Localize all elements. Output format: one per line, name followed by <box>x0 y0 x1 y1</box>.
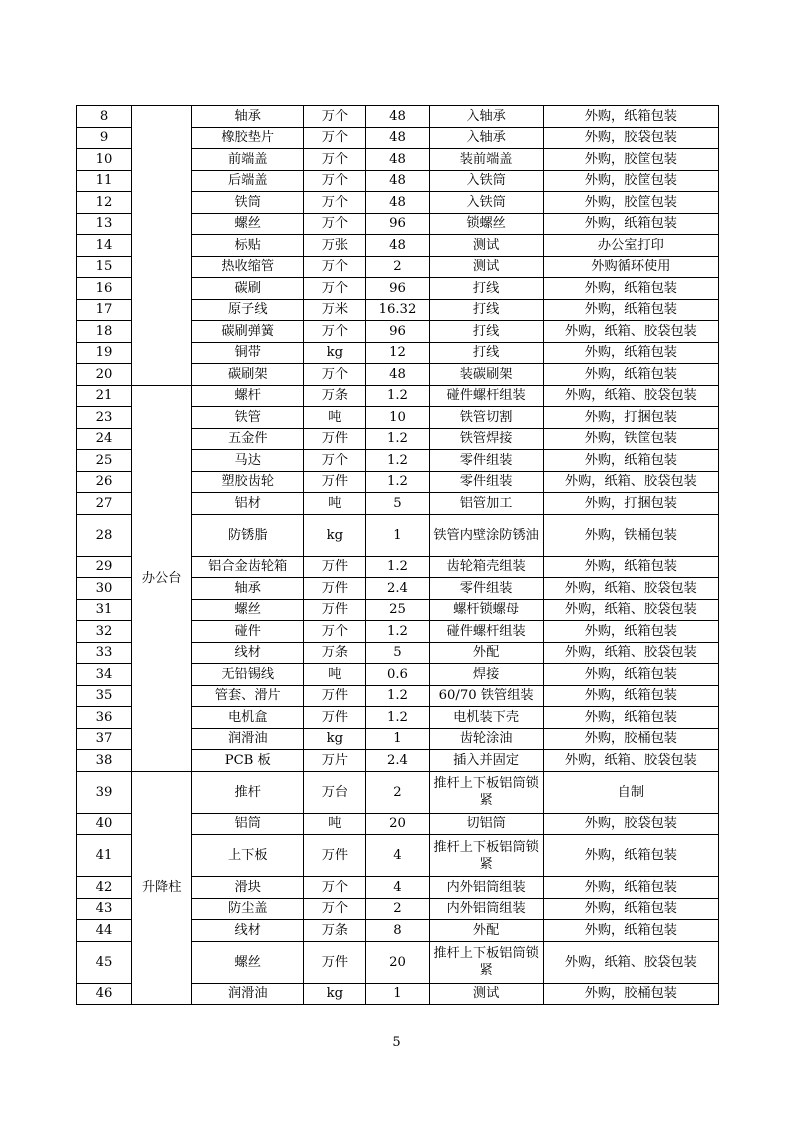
quantity-cell: 12 <box>366 342 429 364</box>
source-packaging-cell: 外购，打捆包装 <box>543 493 718 515</box>
quantity-cell: 48 <box>366 170 429 192</box>
process-cell: 测试 <box>429 256 543 278</box>
material-name-cell: 碳刷 <box>192 278 304 300</box>
source-packaging-cell: 外购，胶袋包装 <box>543 813 718 835</box>
material-name-cell: 线材 <box>192 920 304 942</box>
material-name-cell: 管套、滑片 <box>192 685 304 707</box>
unit-cell: 万个 <box>304 877 366 899</box>
row-number-cell: 30 <box>77 578 132 600</box>
source-packaging-cell: 外购，纸箱包装 <box>543 877 718 899</box>
process-cell: 铝管加工 <box>429 493 543 515</box>
unit-cell: 万个 <box>304 106 366 128</box>
quantity-cell: 1.2 <box>366 428 429 450</box>
unit-cell: 万个 <box>304 364 366 386</box>
process-cell: 锁螺丝 <box>429 213 543 235</box>
quantity-cell: 2.4 <box>366 750 429 772</box>
process-cell: 打线 <box>429 321 543 343</box>
process-cell: 碰件螺杆组装 <box>429 385 543 407</box>
quantity-cell: 0.6 <box>366 664 429 686</box>
row-number-cell: 27 <box>77 493 132 515</box>
unit-cell: 万条 <box>304 920 366 942</box>
quantity-cell: 1.2 <box>366 556 429 578</box>
row-number-cell: 35 <box>77 685 132 707</box>
material-name-cell: 碳刷架 <box>192 364 304 386</box>
quantity-cell: 96 <box>366 278 429 300</box>
row-number-cell: 19 <box>77 342 132 364</box>
quantity-cell: 1.2 <box>366 621 429 643</box>
source-packaging-cell: 外购，胶桶包装 <box>543 728 718 750</box>
source-packaging-cell: 外购，纸箱包装 <box>543 213 718 235</box>
process-cell: 内外铝筒组装 <box>429 898 543 920</box>
material-name-cell: 碳刷弹簧 <box>192 321 304 343</box>
source-packaging-cell: 外购，纸箱包装 <box>543 664 718 686</box>
quantity-cell: 48 <box>366 235 429 257</box>
row-number-cell: 46 <box>77 983 132 1005</box>
material-name-cell: 铁管 <box>192 407 304 429</box>
row-number-cell: 33 <box>77 642 132 664</box>
material-name-cell: 原子线 <box>192 299 304 321</box>
row-number-cell: 45 <box>77 941 132 983</box>
process-cell: 推杆上下板铝筒锁紧 <box>429 835 543 877</box>
material-name-cell: 防尘盖 <box>192 898 304 920</box>
process-cell: 外配 <box>429 642 543 664</box>
quantity-cell: 2 <box>366 898 429 920</box>
unit-cell: 万个 <box>304 213 366 235</box>
material-name-cell: 螺丝 <box>192 213 304 235</box>
material-name-cell: 标贴 <box>192 235 304 257</box>
table-row <box>77 385 719 407</box>
material-name-cell: 铝合金齿轮箱 <box>192 556 304 578</box>
unit-cell: 吨 <box>304 664 366 686</box>
source-packaging-cell: 外购，胶筐包装 <box>543 149 718 171</box>
unit-cell: 万条 <box>304 385 366 407</box>
process-cell: 推杆上下板铝筒锁紧 <box>429 941 543 983</box>
material-name-cell: 润滑油 <box>192 728 304 750</box>
source-packaging-cell: 外购，纸箱包装 <box>543 364 718 386</box>
source-packaging-cell: 外购，打捆包装 <box>543 407 718 429</box>
material-name-cell: 马达 <box>192 450 304 472</box>
row-number-cell: 20 <box>77 364 132 386</box>
material-name-cell: 电机盒 <box>192 707 304 729</box>
unit-cell: 万件 <box>304 941 366 983</box>
quantity-cell: 48 <box>366 192 429 214</box>
unit-cell: kg <box>304 728 366 750</box>
unit-cell: 万个 <box>304 149 366 171</box>
page-number: 5 <box>392 1035 401 1050</box>
product-group-cell: 升降柱 <box>132 771 192 1005</box>
source-packaging-cell: 外购，胶筐包装 <box>543 170 718 192</box>
quantity-cell: 1.2 <box>366 685 429 707</box>
material-name-cell: 螺丝 <box>192 941 304 983</box>
row-number-cell: 40 <box>77 813 132 835</box>
quantity-cell: 1.2 <box>366 450 429 472</box>
table-body <box>77 106 719 1005</box>
unit-cell: 万张 <box>304 235 366 257</box>
row-number-cell: 42 <box>77 877 132 899</box>
source-packaging-cell: 外购，铁筐包装 <box>543 428 718 450</box>
unit-cell: 万件 <box>304 707 366 729</box>
process-cell: 零件组装 <box>429 471 543 493</box>
unit-cell: 吨 <box>304 493 366 515</box>
quantity-cell: 96 <box>366 321 429 343</box>
product-group-cell: 办公台 <box>132 385 192 771</box>
unit-cell: 万件 <box>304 556 366 578</box>
quantity-cell: 5 <box>366 493 429 515</box>
process-cell: 装碳刷架 <box>429 364 543 386</box>
row-number-cell: 24 <box>77 428 132 450</box>
process-cell: 电机装下壳 <box>429 707 543 729</box>
material-name-cell: 铜带 <box>192 342 304 364</box>
process-cell: 插入并固定 <box>429 750 543 772</box>
unit-cell: 万个 <box>304 321 366 343</box>
row-number-cell: 44 <box>77 920 132 942</box>
process-cell: 入轴承 <box>429 127 543 149</box>
process-cell: 铁管焊接 <box>429 428 543 450</box>
material-name-cell: 铝筒 <box>192 813 304 835</box>
row-number-cell: 29 <box>77 556 132 578</box>
quantity-cell: 25 <box>366 599 429 621</box>
process-cell: 测试 <box>429 983 543 1005</box>
unit-cell: 万件 <box>304 835 366 877</box>
process-cell: 齿轮涂油 <box>429 728 543 750</box>
row-number-cell: 11 <box>77 170 132 192</box>
quantity-cell: 48 <box>366 149 429 171</box>
row-number-cell: 9 <box>77 127 132 149</box>
source-packaging-cell: 外购，纸箱包装 <box>543 106 718 128</box>
material-name-cell: 螺杆 <box>192 385 304 407</box>
quantity-cell: 48 <box>366 127 429 149</box>
source-packaging-cell: 外购，纸箱包装 <box>543 342 718 364</box>
unit-cell: 万个 <box>304 127 366 149</box>
row-number-cell: 41 <box>77 835 132 877</box>
row-number-cell: 16 <box>77 278 132 300</box>
row-number-cell: 25 <box>77 450 132 472</box>
material-name-cell: 润滑油 <box>192 983 304 1005</box>
row-number-cell: 37 <box>77 728 132 750</box>
source-packaging-cell: 外购，纸箱、胶袋包装 <box>543 599 718 621</box>
row-number-cell: 10 <box>77 149 132 171</box>
product-group-cell <box>132 106 192 386</box>
quantity-cell: 1 <box>366 728 429 750</box>
process-cell: 打线 <box>429 278 543 300</box>
process-cell: 零件组装 <box>429 450 543 472</box>
row-number-cell: 32 <box>77 621 132 643</box>
quantity-cell: 1.2 <box>366 707 429 729</box>
row-number-cell: 43 <box>77 898 132 920</box>
quantity-cell: 10 <box>366 407 429 429</box>
row-number-cell: 12 <box>77 192 132 214</box>
row-number-cell: 15 <box>77 256 132 278</box>
source-packaging-cell: 外购，胶筐包装 <box>543 192 718 214</box>
unit-cell: 万个 <box>304 450 366 472</box>
row-number-cell: 13 <box>77 213 132 235</box>
material-name-cell: 五金件 <box>192 428 304 450</box>
material-name-cell: 上下板 <box>192 835 304 877</box>
row-number-cell: 38 <box>77 750 132 772</box>
unit-cell: 万个 <box>304 898 366 920</box>
unit-cell: 万件 <box>304 471 366 493</box>
material-name-cell: 线材 <box>192 642 304 664</box>
process-cell: 螺杆锁螺母 <box>429 599 543 621</box>
material-name-cell: 轴承 <box>192 578 304 600</box>
source-packaging-cell: 外购，纸箱包装 <box>543 450 718 472</box>
process-cell: 打线 <box>429 299 543 321</box>
quantity-cell: 16.32 <box>366 299 429 321</box>
material-name-cell: 铝材 <box>192 493 304 515</box>
source-packaging-cell: 外购，纸箱包装 <box>543 835 718 877</box>
row-number-cell: 26 <box>77 471 132 493</box>
material-name-cell: 热收缩管 <box>192 256 304 278</box>
unit-cell: 吨 <box>304 813 366 835</box>
material-name-cell: 防锈脂 <box>192 514 304 556</box>
unit-cell: 万件 <box>304 685 366 707</box>
row-number-cell: 18 <box>77 321 132 343</box>
row-number-cell: 31 <box>77 599 132 621</box>
quantity-cell: 1.2 <box>366 471 429 493</box>
source-packaging-cell: 外购，纸箱、胶袋包装 <box>543 578 718 600</box>
quantity-cell: 96 <box>366 213 429 235</box>
row-number-cell: 21 <box>77 385 132 407</box>
process-cell: 入铁筒 <box>429 170 543 192</box>
source-packaging-cell: 外购，胶桶包装 <box>543 983 718 1005</box>
material-name-cell: 推杆 <box>192 771 304 813</box>
source-packaging-cell: 外购，纸箱、胶袋包装 <box>543 321 718 343</box>
process-cell: 入铁筒 <box>429 192 543 214</box>
material-name-cell: 螺丝 <box>192 599 304 621</box>
material-name-cell: 滑块 <box>192 877 304 899</box>
process-cell: 碰件螺杆组装 <box>429 621 543 643</box>
material-name-cell: 前端盖 <box>192 149 304 171</box>
row-number-cell: 23 <box>77 407 132 429</box>
row-number-cell: 39 <box>77 771 132 813</box>
row-number-cell: 36 <box>77 707 132 729</box>
source-packaging-cell: 外购，纸箱包装 <box>543 299 718 321</box>
quantity-cell: 48 <box>366 364 429 386</box>
quantity-cell: 4 <box>366 877 429 899</box>
material-name-cell: 轴承 <box>192 106 304 128</box>
process-cell: 铁管内壁涂防锈油 <box>429 514 543 556</box>
source-packaging-cell: 外购，纸箱、胶袋包装 <box>543 941 718 983</box>
material-name-cell: 塑胶齿轮 <box>192 471 304 493</box>
row-number-cell: 28 <box>77 514 132 556</box>
process-cell: 齿轮箱壳组装 <box>429 556 543 578</box>
source-packaging-cell: 办公室打印 <box>543 235 718 257</box>
process-cell: 60/70 铁管组装 <box>429 685 543 707</box>
quantity-cell: 4 <box>366 835 429 877</box>
source-packaging-cell: 自制 <box>543 771 718 813</box>
unit-cell: 万台 <box>304 771 366 813</box>
source-packaging-cell: 外购，纸箱、胶袋包装 <box>543 642 718 664</box>
quantity-cell: 1 <box>366 514 429 556</box>
source-packaging-cell: 外购，铁桶包装 <box>543 514 718 556</box>
table-row <box>77 771 719 813</box>
source-packaging-cell: 外购，胶袋包装 <box>543 127 718 149</box>
row-number-cell: 17 <box>77 299 132 321</box>
process-cell: 入轴承 <box>429 106 543 128</box>
unit-cell: 吨 <box>304 407 366 429</box>
source-packaging-cell: 外购，纸箱、胶袋包装 <box>543 471 718 493</box>
unit-cell: 万个 <box>304 278 366 300</box>
quantity-cell: 2.4 <box>366 578 429 600</box>
unit-cell: 万条 <box>304 642 366 664</box>
unit-cell: 万个 <box>304 621 366 643</box>
unit-cell: 万件 <box>304 578 366 600</box>
material-name-cell: 无铅锡线 <box>192 664 304 686</box>
process-cell: 外配 <box>429 920 543 942</box>
process-cell: 测试 <box>429 235 543 257</box>
material-name-cell: 碰件 <box>192 621 304 643</box>
source-packaging-cell: 外购循环使用 <box>543 256 718 278</box>
table-row <box>77 106 719 128</box>
material-name-cell: 后端盖 <box>192 170 304 192</box>
quantity-cell: 20 <box>366 813 429 835</box>
material-name-cell: PCB 板 <box>192 750 304 772</box>
quantity-cell: 8 <box>366 920 429 942</box>
unit-cell: 万件 <box>304 428 366 450</box>
source-packaging-cell: 外购，纸箱包装 <box>543 707 718 729</box>
unit-cell: 万片 <box>304 750 366 772</box>
unit-cell: 万个 <box>304 256 366 278</box>
unit-cell: 万个 <box>304 170 366 192</box>
unit-cell: kg <box>304 342 366 364</box>
quantity-cell: 1.2 <box>366 385 429 407</box>
process-cell: 打线 <box>429 342 543 364</box>
materials-table <box>76 105 719 1005</box>
source-packaging-cell: 外购，纸箱包装 <box>543 920 718 942</box>
row-number-cell: 34 <box>77 664 132 686</box>
process-cell: 铁管切割 <box>429 407 543 429</box>
process-cell: 装前端盖 <box>429 149 543 171</box>
source-packaging-cell: 外购，纸箱包装 <box>543 685 718 707</box>
process-cell: 切铝筒 <box>429 813 543 835</box>
quantity-cell: 2 <box>366 771 429 813</box>
source-packaging-cell: 外购，纸箱、胶袋包装 <box>543 750 718 772</box>
quantity-cell: 1 <box>366 983 429 1005</box>
material-name-cell: 铁筒 <box>192 192 304 214</box>
quantity-cell: 2 <box>366 256 429 278</box>
source-packaging-cell: 外购，纸箱包装 <box>543 278 718 300</box>
source-packaging-cell: 外购，纸箱、胶袋包装 <box>543 385 718 407</box>
row-number-cell: 8 <box>77 106 132 128</box>
unit-cell: kg <box>304 983 366 1005</box>
unit-cell: 万米 <box>304 299 366 321</box>
unit-cell: kg <box>304 514 366 556</box>
source-packaging-cell: 外购，纸箱包装 <box>543 556 718 578</box>
process-cell: 零件组装 <box>429 578 543 600</box>
unit-cell: 万件 <box>304 599 366 621</box>
quantity-cell: 48 <box>366 106 429 128</box>
quantity-cell: 5 <box>366 642 429 664</box>
process-cell: 内外铝筒组装 <box>429 877 543 899</box>
unit-cell: 万个 <box>304 192 366 214</box>
row-number-cell: 14 <box>77 235 132 257</box>
quantity-cell: 20 <box>366 941 429 983</box>
process-cell: 推杆上下板铝筒锁紧 <box>429 771 543 813</box>
process-cell: 焊接 <box>429 664 543 686</box>
material-name-cell: 橡胶垫片 <box>192 127 304 149</box>
source-packaging-cell: 外购，纸箱包装 <box>543 621 718 643</box>
source-packaging-cell: 外购，纸箱包装 <box>543 898 718 920</box>
